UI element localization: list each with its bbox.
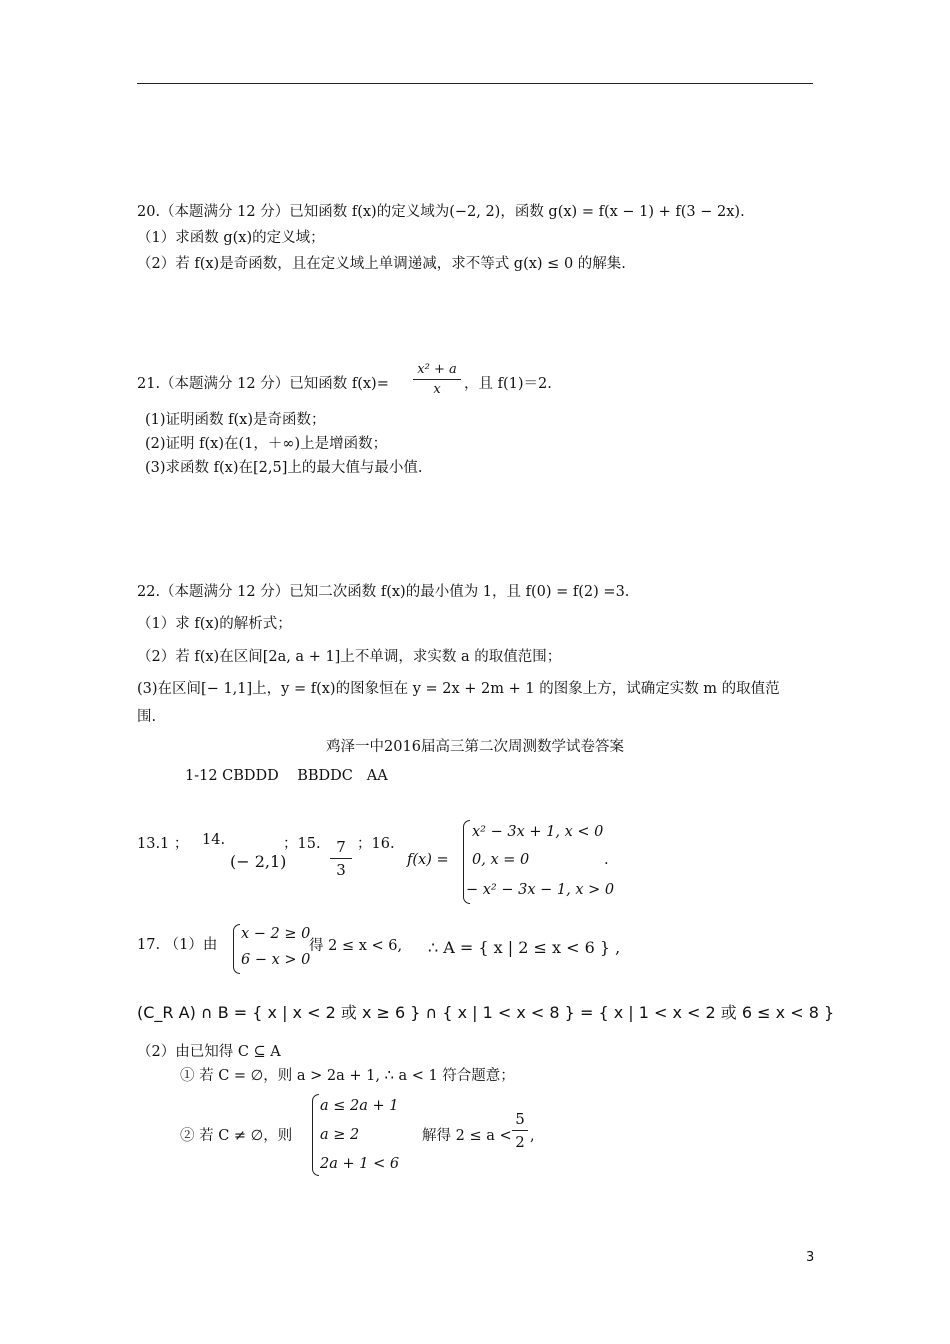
answer-17-cond1: x − 2 ≥ 0	[241, 926, 311, 942]
answer-17-case2: ② 若 C ≠ ∅，则	[180, 1128, 293, 1144]
q20-part1: （1）求函数 g(x)的定义域；	[137, 230, 325, 246]
q20-intro: 20.（本题满分 12 分）已知函数 f(x)的定义域为(−2, 2)，函数 g(x) = f(x − 1) + f(3 − 2x).	[137, 204, 745, 220]
q21-fraction	[413, 362, 461, 397]
answer-17-system-2: a ≥ 2	[320, 1127, 360, 1143]
q21-fraction-numerator: x² + a	[417, 362, 457, 377]
q21-part1: (1)证明函数 f(x)是奇函数；	[145, 412, 326, 428]
answer-15-denominator: 3	[336, 861, 346, 879]
q22-part2: （2）若 f(x)在区间[2a, a + 1]上不单调，求实数 a 的取值范围；	[137, 649, 562, 665]
answer-17-cond2: 6 − x > 0	[241, 952, 311, 968]
answer-13: 13.1 ；	[137, 836, 189, 852]
answer-17-label: 17. （1）由	[137, 937, 218, 953]
answer-17-system-1: a ≤ 2a + 1	[320, 1098, 399, 1114]
answer-17-tail: ,	[530, 1128, 535, 1144]
answer-17-system-3: 2a + 1 < 6	[320, 1156, 400, 1172]
q20-part2: （2）若 f(x)是奇函数，且在定义域上单调递减，求不等式 g(x) ≤ 0 的解集.	[137, 256, 626, 272]
answer-17-set-expression: (C_R A) ∩ B = { x | x < 2 或 x ≥ 6 } ∩ { x | 1 < x < 8 } = { x | 1 < x < 2 或 6 ≤ x < 8 }	[137, 1003, 835, 1022]
header-rule	[137, 83, 813, 84]
answer-14-value: (− 2,1)	[230, 852, 287, 871]
fraction-bar	[330, 858, 352, 859]
answer-16-case1: x² − 3x + 1, x < 0	[472, 824, 604, 840]
answer-17-setA: ∴ A = { x | 2 ≤ x < 6 } ,	[428, 938, 621, 957]
system-brace	[312, 1094, 319, 1176]
q21-intro-a: 21.（本题满分 12 分）已知函数 f(x)=	[137, 376, 389, 392]
answer-17-solve: 解得 2 ≤ a <	[422, 1128, 512, 1144]
answer-16-case3: − x² − 3x − 1, x > 0	[466, 882, 615, 898]
q21-intro-b: ，且 f(1)＝2.	[464, 376, 552, 392]
answer-16-end: .	[604, 852, 609, 868]
q22-part3-line1: (3)在区间[− 1,1]上，y = f(x)的图象恒在 y = 2x + 2m + 1 的图象上方，试确定实数 m 的取值范	[137, 681, 780, 697]
fraction-bar	[512, 1130, 528, 1131]
answer-17-case1: ① 若 C = ∅，则 a > 2a + 1, ∴ a < 1 符合题意；	[180, 1068, 515, 1084]
answer-17-fraction	[512, 1110, 528, 1151]
q21-part2: (2)证明 f(x)在(1，＋∞)上是增函数；	[145, 436, 388, 452]
answer-16-lhs: f(x) =	[407, 852, 449, 868]
q22-part1: （1）求 f(x)的解析式；	[137, 616, 292, 632]
answer-17-part2: （2）由已知得 C ⊆ A	[137, 1044, 281, 1060]
answer-17-fraction-numerator: 5	[515, 1110, 525, 1128]
page-number: 3	[806, 1250, 815, 1265]
q21-part3: (3)求函数 f(x)在[2,5]上的最大值与最小值.	[145, 460, 423, 476]
answer-16-label: ；16.	[357, 836, 395, 852]
answer-17-got: 得 2 ≤ x < 6,	[309, 938, 403, 954]
answer-15-numerator: 7	[336, 838, 346, 856]
q21-fraction-denominator: x	[433, 382, 441, 397]
q22-part3-line2: 围.	[137, 709, 157, 725]
system-brace	[233, 924, 240, 974]
answer-17-fraction-denominator: 2	[515, 1133, 525, 1151]
answer-15-label: ；15.	[283, 836, 321, 852]
fraction-bar	[413, 379, 461, 380]
answer-15-fraction	[330, 838, 352, 879]
answer-title: 鸡泽一中2016届高三第二次周测数学试卷答案	[326, 739, 624, 755]
answer-14-label: 14.	[202, 832, 226, 848]
answer-choices: 1-12 CBDDD BBDDC AA	[185, 768, 388, 784]
q22-intro: 22.（本题满分 12 分）已知二次函数 f(x)的最小值为 1，且 f(0) = f(2) =3.	[137, 584, 630, 600]
answer-16-case2: 0, x = 0	[472, 852, 530, 868]
